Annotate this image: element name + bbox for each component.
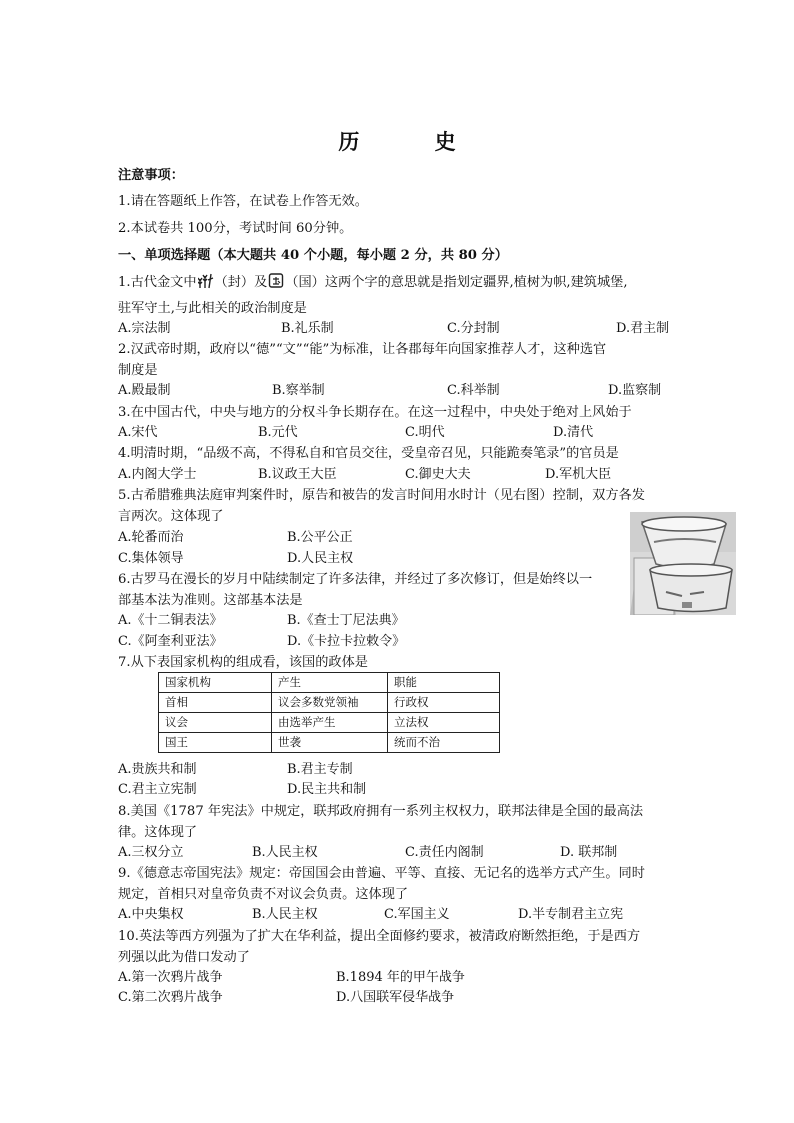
guo-glyph-icon: [268, 272, 284, 289]
q4-option-b: B.议政王大臣: [258, 467, 337, 482]
question-3-line-1: 3.在中国古代，中央与地方的分权斗争长期存在。在这一过程中，中央处于绝对上风始于: [118, 405, 632, 420]
table-cell: 由选举产生: [272, 713, 388, 733]
q4-option-c: C.御史大夫: [405, 467, 471, 482]
q7-option-a: A.贵族共和制: [118, 762, 197, 777]
q1-option-a: A.宗法制: [118, 321, 171, 336]
question-9-line-1: 9.《德意志帝国宪法》规定：帝国国会由普遍、平等、直接、无记名的选举方式产生。同时: [118, 866, 645, 881]
question-1-line-1: [118, 272, 628, 293]
q1-option-b: B.礼乐制: [281, 321, 334, 336]
government-organs-table: [158, 672, 500, 753]
q8-option-a: A.三权分立: [118, 845, 184, 860]
q10-option-a: A.第一次鸦片战争: [118, 970, 223, 985]
table-cell: 世袭: [272, 733, 388, 753]
notice-item-2: 2.本试卷共 100分，考试时间 60分钟。: [118, 221, 353, 236]
question-10-line-2: 列强以此为借口发动了: [118, 950, 250, 965]
q7-option-c: C.君主立宪制: [118, 782, 197, 797]
q2-option-d: D.监察制: [608, 383, 662, 398]
q8-option-c: C.责任内阁制: [405, 845, 484, 860]
q8-option-b: B.人民主权: [252, 845, 318, 860]
question-9-line-2: 规定，首相只对皇帝负责不对议会负责。这体现了: [118, 887, 409, 902]
table-cell: 首相: [159, 693, 272, 713]
table-cell: 议会: [159, 713, 272, 733]
q10-option-b: B.1894 年的甲午战争: [336, 970, 465, 985]
q10-option-d: D.八国联军侵华战争: [336, 990, 455, 1005]
question-8-line-1: 8.美国《1787 年宪法》中规定，联邦政府拥有一系列主权权力，联邦法律是全国的最高法: [118, 804, 644, 819]
section-heading: 一、单项选择题（本大题共 40 个小题，每小题 2 分，共 80 分）: [118, 248, 508, 263]
q3-option-b: B.元代: [258, 425, 298, 440]
q5-option-c: C.集体领导: [118, 551, 184, 566]
table-cell: 统而不治: [388, 733, 500, 753]
q2-option-b: B.察举制: [272, 383, 325, 398]
question-1-text-b: （封）及: [214, 275, 268, 290]
question-1-text-c: （国）这两个字的意思就是指划定疆界,植树为帜,建筑城堡,: [285, 275, 628, 290]
table-cell: 行政权: [388, 693, 500, 713]
q8-option-d: D. 联邦制: [560, 845, 618, 860]
question-4-line-1: 4.明清时期，“品级不高，不得私自和官员交往，受皇帝召见，只能跪奏笔录”的官员是: [118, 446, 619, 461]
q3-option-d: D.清代: [553, 425, 594, 440]
q3-option-a: A.宋代: [118, 425, 158, 440]
question-1-text-a: 1.古代金文中: [118, 275, 197, 290]
page-title: 历 史: [338, 129, 490, 154]
q6-option-d: D.《卡拉卡拉敕令》: [287, 634, 406, 649]
q1-option-d: D.君主制: [616, 321, 670, 336]
question-6-line-1: 6.古罗马在漫长的岁月中陆续制定了许多法律，并经过了多次修订，但是始终以一: [118, 572, 593, 587]
q10-option-c: C.第二次鸦片战争: [118, 990, 223, 1005]
question-2-line-2: 制度是: [118, 363, 158, 378]
table-header-cell: 职能: [388, 673, 500, 693]
q9-option-d: D.半专制君主立宪: [518, 907, 624, 922]
question-5-line-2: 言两次。这体现了: [118, 509, 224, 524]
q5-option-d: D.人民主权: [287, 551, 354, 566]
table-cell: 议会多数党领袖: [272, 693, 388, 713]
q5-option-b: B.公平公正: [287, 530, 353, 545]
question-2-line-1: 2.汉武帝时期，政府以“德”“文”“能”为标准，让各郡每年向国家推荐人才，这种选官: [118, 342, 607, 357]
question-1-line-2: 驻军守土,与此相关的政治制度是: [118, 301, 307, 316]
table-row: [159, 713, 500, 733]
q5-option-a: A.轮番而治: [118, 530, 184, 545]
q6-option-a: A.《十二铜表法》: [118, 613, 223, 628]
q1-option-c: C.分封制: [447, 321, 500, 336]
notice-item-1: 1.请在答题纸上作答，在试卷上作答无效。: [118, 194, 368, 209]
table-header-cell: 国家机构: [159, 673, 272, 693]
table-cell: 国王: [159, 733, 272, 753]
q7-option-b: B.君主专制: [287, 762, 353, 777]
q4-option-a: A.内阁大学士: [118, 467, 197, 482]
q3-option-c: C.明代: [405, 425, 445, 440]
q6-option-b: B.《查士丁尼法典》: [287, 613, 405, 628]
q9-option-b: B.人民主权: [252, 907, 318, 922]
q7-option-d: D.民主共和制: [287, 782, 367, 797]
table-header-cell: 产生: [272, 673, 388, 693]
table-header-row: [159, 673, 500, 693]
table-row: [159, 733, 500, 753]
q4-option-d: D.军机大臣: [545, 467, 612, 482]
question-8-line-2: 律。这体现了: [118, 825, 198, 840]
notice-heading: 注意事项：: [118, 168, 184, 183]
table-row: [159, 693, 500, 713]
feng-glyph-icon: [198, 272, 214, 289]
table-cell: 立法权: [388, 713, 500, 733]
question-10-line-1: 10.英法等西方列强为了扩大在华利益，提出全面修约要求，被清政府断然拒绝，于是西方: [118, 929, 641, 944]
q9-option-a: A.中央集权: [118, 907, 184, 922]
question-6-line-2: 部基本法为准则。这部基本法是: [118, 593, 303, 608]
q6-option-c: C.《阿奎利亚法》: [118, 634, 223, 649]
q9-option-c: C.军国主义: [384, 907, 450, 922]
question-7-line-1: 7.从下表国家机构的组成看，该国的政体是: [118, 655, 368, 670]
question-5-line-1: 5.古希腊雅典法庭审判案件时，原告和被告的发言时间用水时计（见右图）控制，双方各发: [118, 488, 645, 503]
q2-option-a: A.殿最制: [118, 383, 171, 398]
q2-option-c: C.科举制: [447, 383, 500, 398]
water-clock-image: [630, 512, 736, 615]
